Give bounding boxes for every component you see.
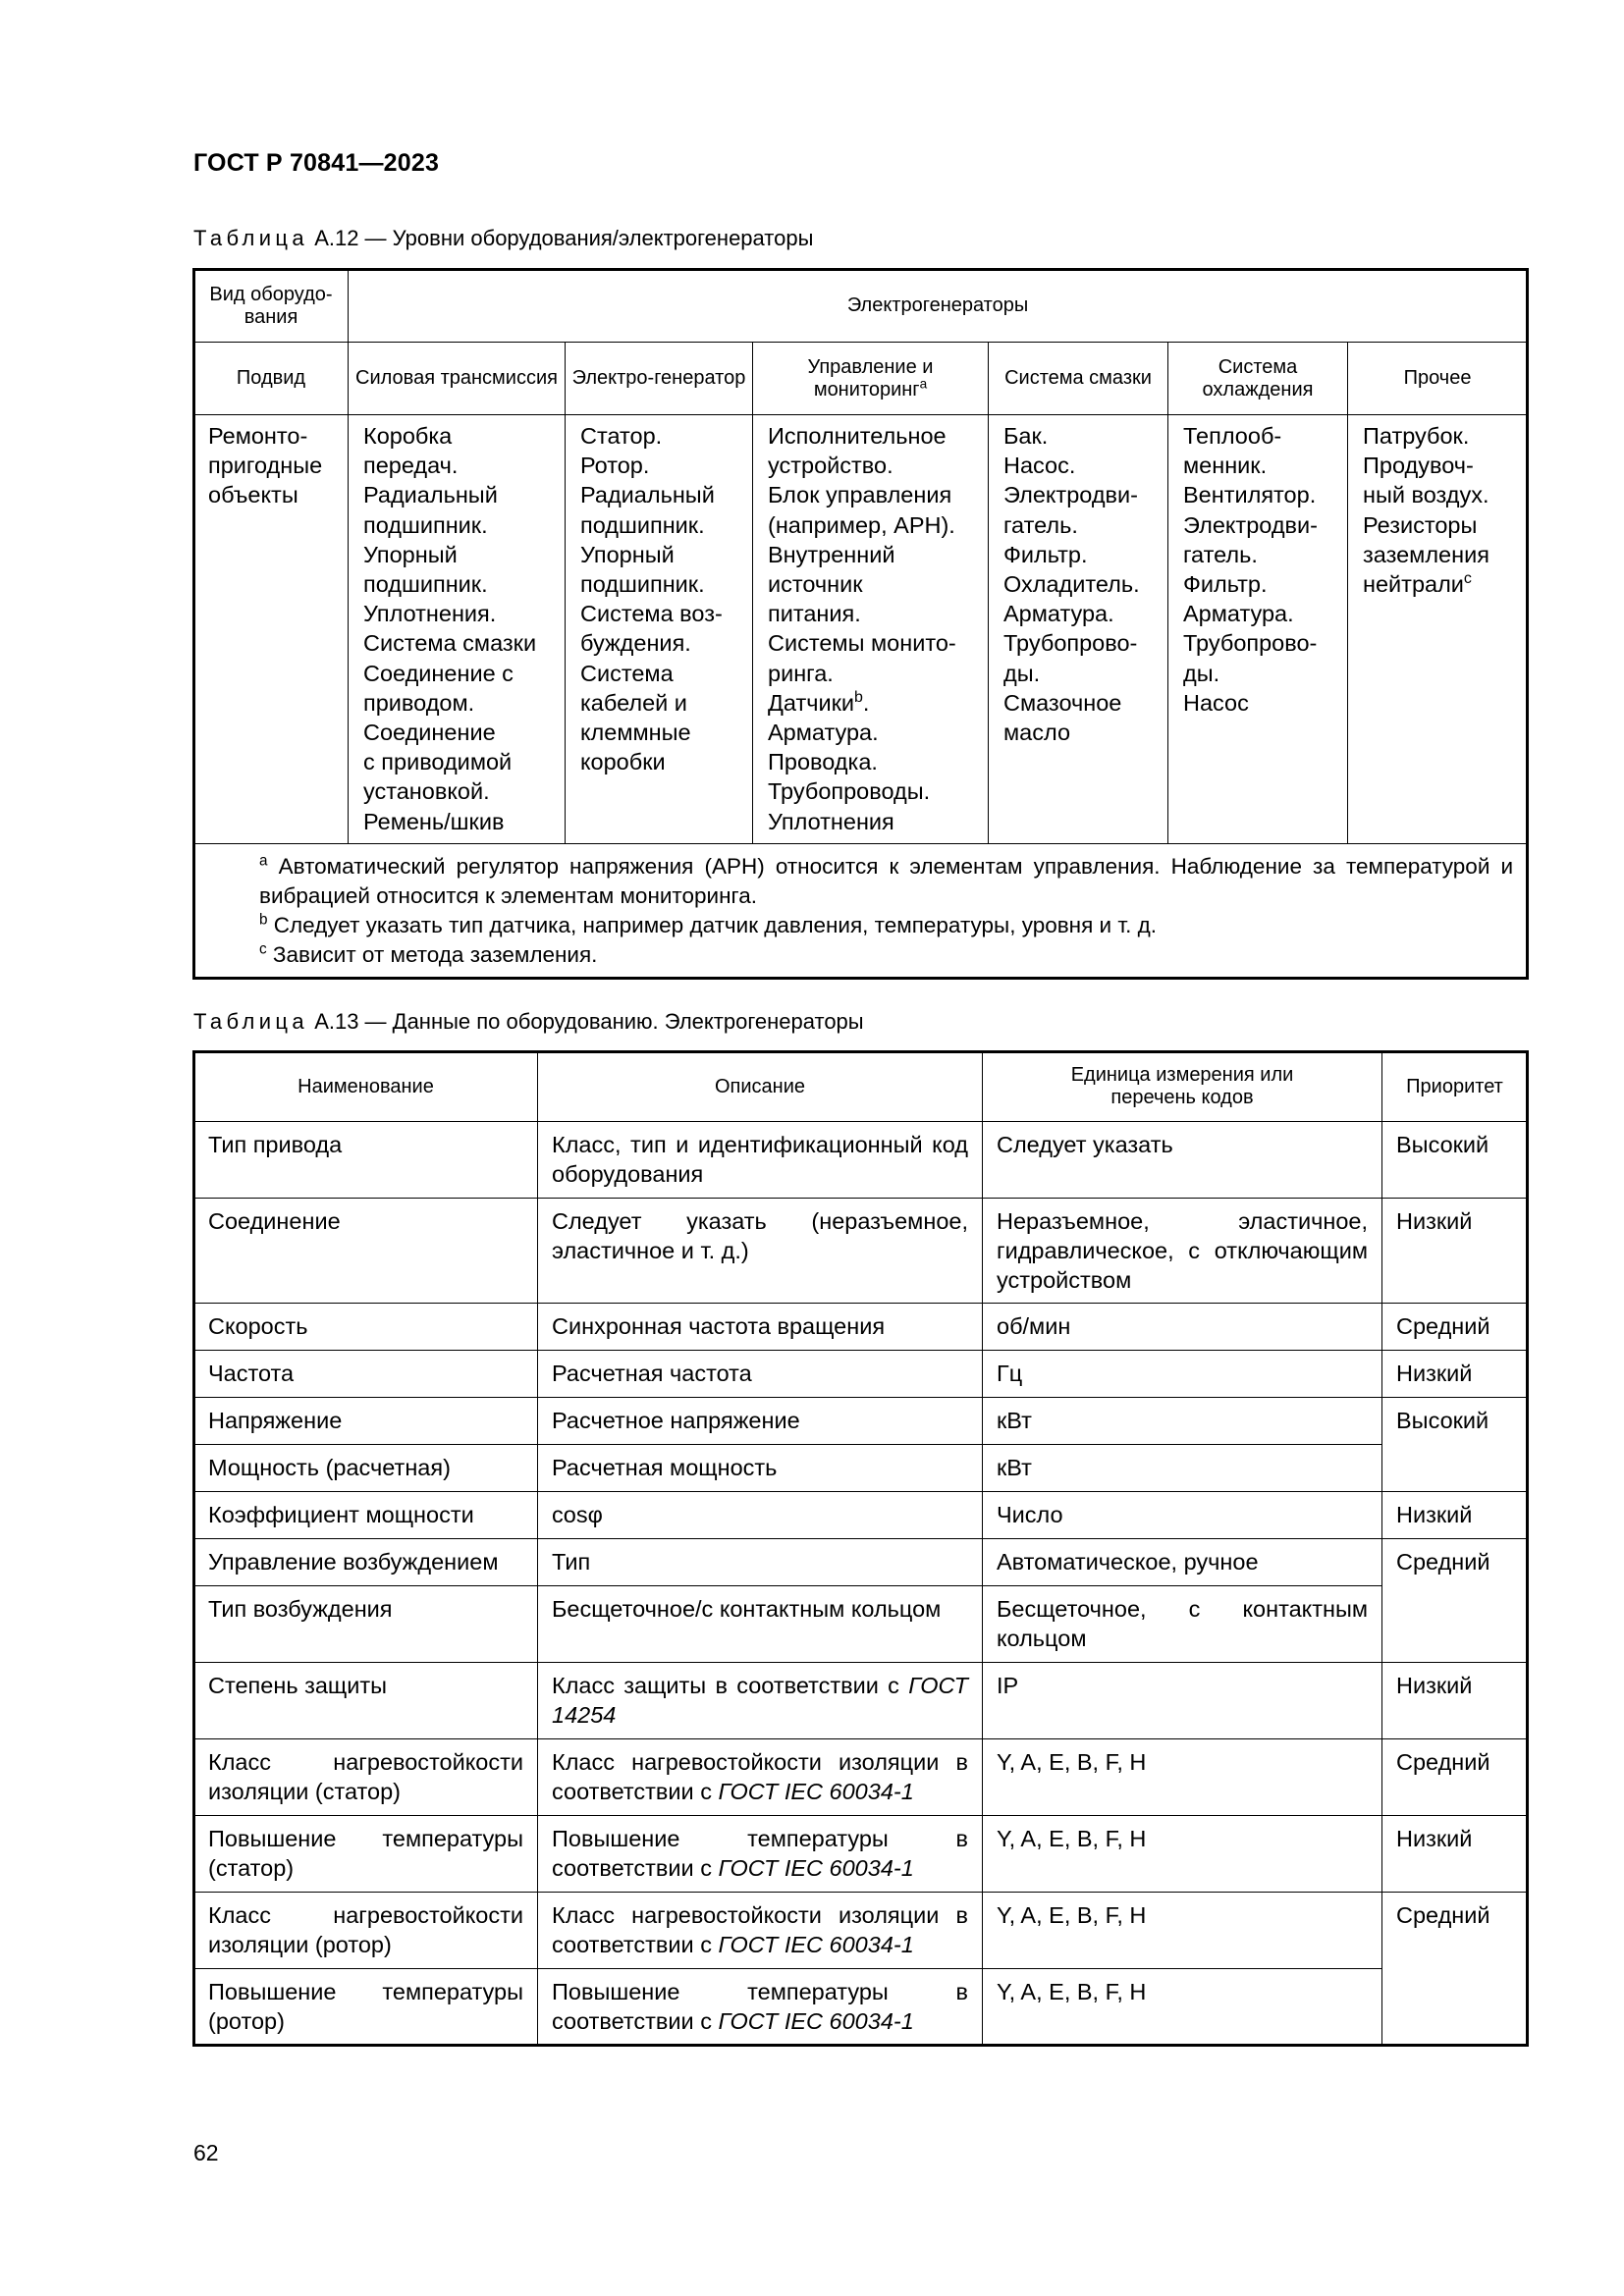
cell-line: Упорный [363,541,458,567]
cell-name: Соединение [194,1199,538,1304]
cell-unit: кВт [983,1398,1382,1445]
cell-line: приводом. [363,689,475,716]
cell-description: Следует указать (неразъемное, эластичное и т. д.) [538,1199,983,1304]
cell-line: передач. [363,453,459,479]
cell-description: Расчетная частота [538,1351,983,1398]
cell-priority: Низкий [1382,1492,1528,1539]
cell-line: Упорный [580,541,675,567]
header-description: Описание [538,1052,983,1122]
cell-name: Напряжение [194,1398,538,1445]
header-priority: Приоритет [1382,1052,1528,1122]
cell-name: Управление возбуждением [194,1539,538,1586]
cell-line: подшипник. [363,571,488,598]
cell-line: заземления [1363,541,1489,567]
col-cooling: Система охлаждения [1168,343,1348,415]
cell-name: Класс нагревостойкости изоляции (ротор) [194,1893,538,1969]
caption-text: А.12 — Уровни оборудования/электрогенераторы [314,226,814,250]
document-header: ГОСТ Р 70841—2023 [193,149,440,177]
cell-line: Исполнительное [768,423,947,449]
cell-unit: Y, A, E, B, F, H [983,1969,1382,2046]
subtype-label: Подвид [194,343,349,415]
cell-unit: Следует указать [983,1122,1382,1199]
cell-line: буждения. [580,630,691,657]
cell-line: ный воздух. [1363,482,1489,508]
cell-description: Класс нагревостойкости изоляции в соответствии с ГОСТ IEC 60034-1 [538,1739,983,1816]
kind-label: Вид оборудо-вания [194,270,349,343]
table-row [194,1893,1528,1969]
cell-line: Системы монито- [768,630,956,657]
cell-priority: Низкий [1382,1663,1528,1739]
cell-line: ды. [1183,660,1220,686]
table-row [194,1199,1528,1304]
cell-unit: Автоматическое, ручное [983,1539,1382,1586]
cell-line: источник [768,571,863,598]
cell-name: Степень защиты [194,1663,538,1739]
table-row [194,1304,1528,1351]
cell-line: гатель. [1003,511,1078,538]
table-a12-footnotes [194,844,1528,979]
page-number: 62 [193,2140,219,2165]
cell-line: с приводимой [363,749,513,775]
cell-line: подшипник. [363,511,488,538]
cell-line: Арматура. [1003,601,1114,627]
cell-line: гатель. [1183,541,1258,567]
cell-line: питания. [768,601,861,627]
cell-lubrication [989,415,1168,844]
header-name: Наименование [194,1052,538,1122]
cell-priority: Средний [1382,1739,1528,1816]
cell-name: Повышение температуры (ротор) [194,1969,538,2046]
cell-line: Уплотнения. [363,601,497,627]
cell-line: Насос. [1003,453,1076,479]
table-row [194,1351,1528,1398]
cell-description: Синхронная частота вращения [538,1304,983,1351]
cell-line: Система смазки [363,630,537,657]
cell-line: установкой. [363,778,490,805]
cell-description: Повышение температуры в соответствии с ГОСТ IEC 60034-1 [538,1969,983,2046]
table-a13 [193,1051,1528,2046]
table-a13-body [194,1122,1528,2046]
cell-line: Внутренний [768,541,895,567]
cell-line: Трубопрово- [1003,630,1138,657]
cell-description: Расчетная мощность [538,1445,983,1492]
cell-line: ринга. [768,660,834,686]
cell-unit: кВт [983,1445,1382,1492]
cell-line: Смазочное [1003,689,1122,716]
cell-line: Охладитель. [1003,571,1140,598]
cell-other: Патрубок. Продувоч- ный воздух. Резисторы заземления нейтрали$^c$ [1348,415,1528,844]
cell-line: Соединение с [363,660,514,686]
table-row [194,1816,1528,1893]
cell-line: Фильтр. [1183,571,1268,598]
cell-line: Арматура. [1183,601,1294,627]
cell-name: Мощность (расчетная) [194,1445,538,1492]
cell-priority: Средний [1382,1539,1528,1663]
cell-line: Ротор. [580,453,650,479]
cell-line: подшипник. [580,511,705,538]
cell-priority: Высокий [1382,1122,1528,1199]
table-row [194,1739,1528,1816]
cell-name: Класс нагревостойкости изоляции (статор) [194,1739,538,1816]
cell-line: подшипник. [580,571,705,598]
cell-unit: Гц [983,1351,1382,1398]
cell-line: кабелей и [580,689,687,716]
cell-unit: Число [983,1492,1382,1539]
cell-description: Тип [538,1539,983,1586]
cell-name: Тип возбуждения [194,1586,538,1663]
kind-value: Электрогенераторы [349,270,1528,343]
table-row [194,1969,1528,2046]
cell-unit: Бесщеточное, с контактным кольцом [983,1586,1382,1663]
cell-cooling [1168,415,1348,844]
cell-line: менник. [1183,453,1268,479]
cell-description: cosφ [538,1492,983,1539]
cell-line: Соединение [363,720,496,746]
cell-description: Класс защиты в соответствии с ГОСТ 14254 [538,1663,983,1739]
col-generator: Электро-генератор [566,343,753,415]
cell-line: Арматура. [768,720,879,746]
table-a12-caption [193,226,813,251]
cell-line: Патрубок. [1363,423,1470,449]
cell-line: Вентилятор. [1183,482,1317,508]
cell-line: Система воз- [580,601,723,627]
cell-line: Насос [1183,689,1249,716]
cell-control: Исполнительное устройство. Блок управления (например, АРН). Внутренний источник питания. Системы монито- ринга. Датчики$^b$. Арматура. Проводка. Трубопроводы. Уплотнения [753,415,989,844]
cell-unit: IP [983,1663,1382,1739]
row-label: Ремонто-пригодные объекты [194,415,349,844]
table-row [194,1492,1528,1539]
cell-line: (например, АРН). [768,511,955,538]
cell-description: Расчетное напряжение [538,1398,983,1445]
caption-word: Таблица [193,1009,309,1034]
cell-priority: Высокий [1382,1398,1528,1492]
cell-unit: Y, A, E, B, F, H [983,1816,1382,1893]
cell-description: Бесщеточное/с контактным кольцом [538,1586,983,1663]
cell-line: коробки [580,749,666,775]
table-a12 [193,269,1528,979]
cell-priority: Низкий [1382,1199,1528,1304]
cell-priority: Низкий [1382,1351,1528,1398]
footnote-c: $^c$ Зависит от метода заземления. [259,940,598,967]
col-other: Прочее [1348,343,1528,415]
cell-line: Проводка. [768,749,878,775]
caption-word: Таблица [193,226,309,250]
footnote-b: $^b$ Следует указать тип датчика, например датчик давления, температуры, уровня и т. д. [259,911,1158,937]
col-transmission: Силовая трансмиссия [349,343,566,415]
cell-line: Ремень/шкив [363,808,505,834]
cell-description: Класс, тип и идентификационный код оборудования [538,1122,983,1199]
cell-line: Продувоч- [1363,453,1474,479]
col-lubrication: Система смазки [989,343,1168,415]
cell-line: Радиальный [580,482,715,508]
cell-unit: Неразъемное, эластичное, гидравлическое, с отключающим устройством [983,1199,1382,1304]
cell-description: Повышение температуры в соответствии с ГОСТ IEC 60034-1 [538,1816,983,1893]
table-row [194,1663,1528,1739]
cell-line: Электродви- [1183,511,1318,538]
caption-text: А.13 — Данные по оборудованию. Электрогенераторы [314,1009,864,1034]
cell-line: Резисторы [1363,511,1478,538]
cell-line: Система [580,660,674,686]
cell-line: Коробка [363,423,453,449]
col-control: Управление и мониторинг$^a$ [753,343,989,415]
table-row [194,1445,1528,1492]
cell-line: Электродви- [1003,482,1138,508]
table-row [194,1398,1528,1445]
cell-unit: Y, A, E, B, F, H [983,1893,1382,1969]
cell-priority: Средний [1382,1893,1528,2046]
table-row [194,1586,1528,1663]
cell-priority: Средний [1382,1304,1528,1351]
header-unit: Единица измерения или перечень кодов [983,1052,1382,1122]
table-a13-caption [193,1009,864,1035]
cell-unit: Y, A, E, B, F, H [983,1739,1382,1816]
cell-priority: Низкий [1382,1816,1528,1893]
cell-line: Теплооб- [1183,423,1282,449]
cell-transmission [349,415,566,844]
footnote-a: $^a$ Автоматический регулятор напряжения (АРН) относится к элементам управления. Наблюдение за температурой и вибрацией относится к элементам мониторинга. [259,852,1514,908]
cell-description: Класс нагревостойкости изоляции в соответствии с ГОСТ IEC 60034-1 [538,1893,983,1969]
cell-unit: об/мин [983,1304,1382,1351]
cell-name: Повышение температуры (статор) [194,1816,538,1893]
table-row [194,1122,1528,1199]
cell-line: ды. [1003,660,1041,686]
cell-line: клеммные [580,720,691,746]
cell-line: Статор. [580,423,663,449]
cell-line: Уплотнения [768,808,894,834]
cell-line: Блок управления [768,482,952,508]
cell-line: устройство. [768,453,893,479]
cell-name: Коэффициент мощности [194,1492,538,1539]
cell-name: Скорость [194,1304,538,1351]
cell-line: Трубопрово- [1183,630,1318,657]
cell-name: Частота [194,1351,538,1398]
cell-line: Трубопроводы. [768,778,931,805]
cell-line: масло [1003,720,1071,746]
cell-line: Фильтр. [1003,541,1088,567]
cell-line: Радиальный [363,482,498,508]
table-row [194,1539,1528,1586]
cell-generator [566,415,753,844]
cell-name: Тип привода [194,1122,538,1199]
cell-line: Бак. [1003,423,1049,449]
